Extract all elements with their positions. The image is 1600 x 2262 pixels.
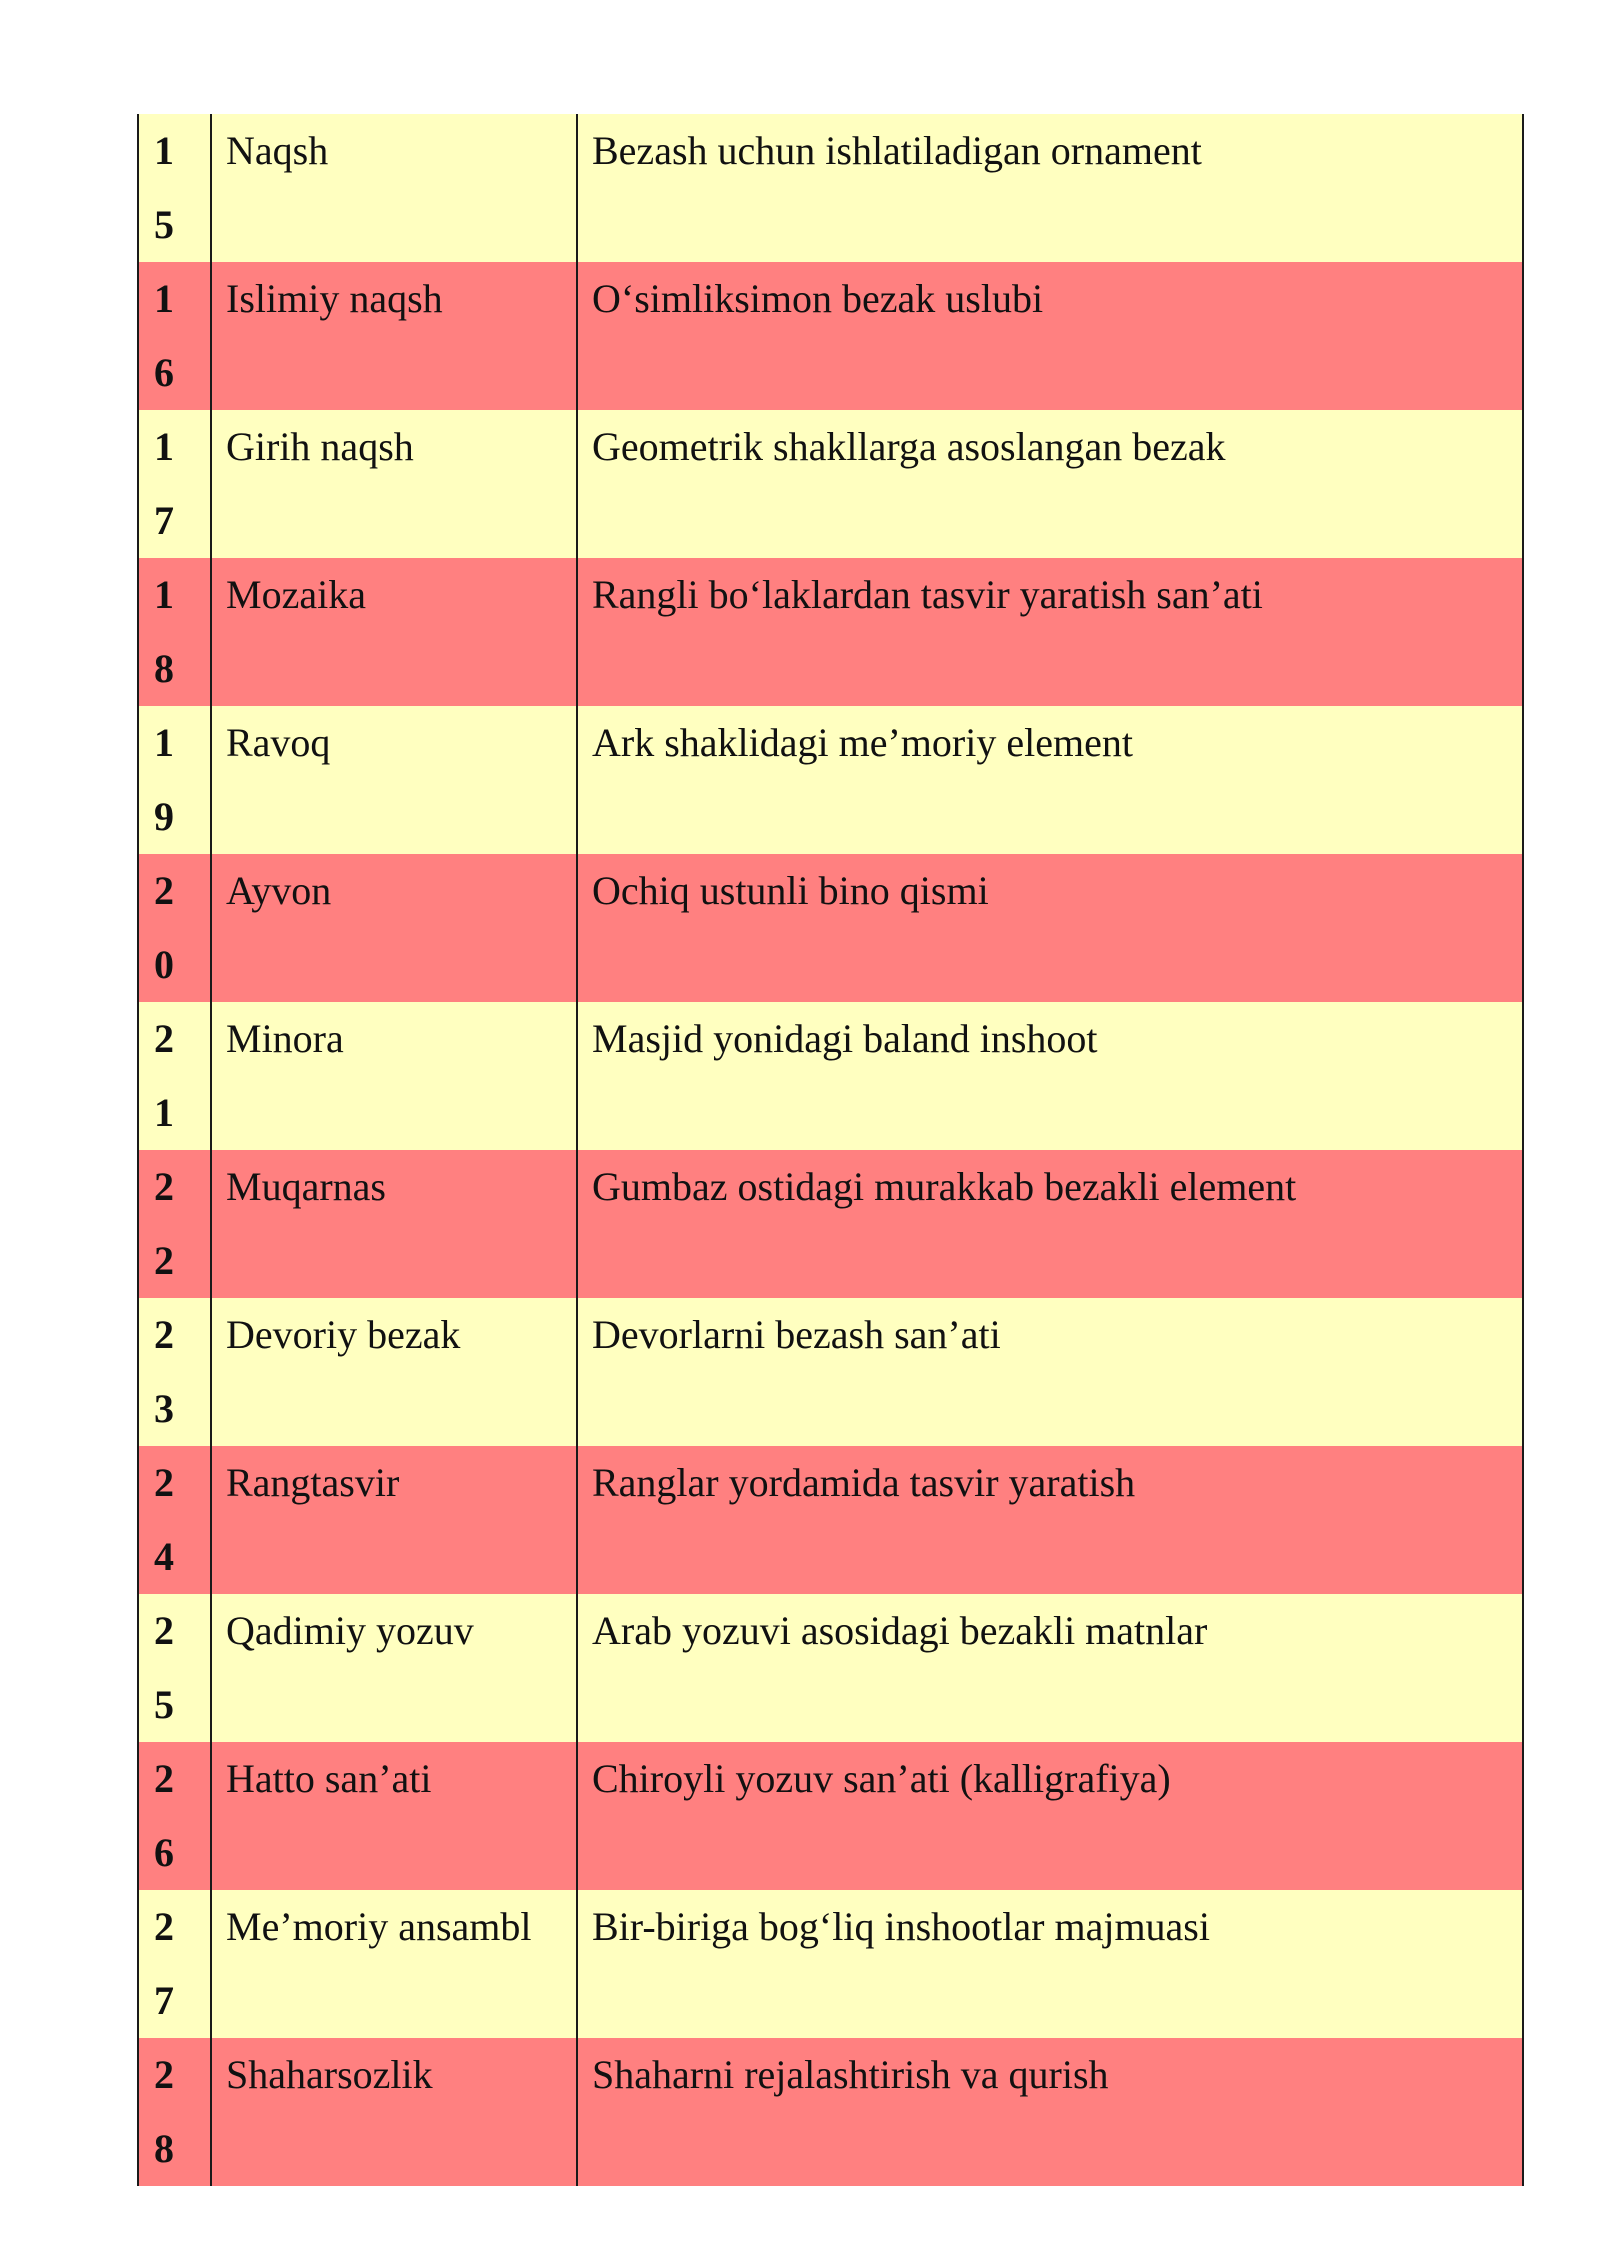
row-number-digit: 5 [154,202,174,247]
row-number-digit: 0 [154,942,174,987]
definition-cell: Gumbaz ostidagi murakkab bezakli element [577,1150,1523,1298]
table-row [138,558,1523,706]
row-number-digit: 1 [154,720,174,765]
row-number-digit: 1 [154,128,174,173]
table-row [138,1298,1523,1446]
term-cell: Devoriy bezak [211,1298,577,1446]
term-cell: Ravoq [211,706,577,854]
table-row [138,262,1523,410]
terms-table [137,114,1524,2186]
definition-cell: Shaharni rejalashtirish va qurish [577,2038,1523,2186]
table-row [138,2038,1523,2186]
table-row [138,410,1523,558]
row-number-digit: 5 [154,1682,174,1727]
table-row [138,114,1523,262]
definition-cell: Ark shaklidagi me’moriy element [577,706,1523,854]
row-number-digit: 2 [154,1312,174,1357]
row-number-digit: 4 [154,1534,174,1579]
definition-cell: Bezash uchun ishlatiladigan ornament [577,114,1523,262]
table-row [138,1742,1523,1890]
row-number [138,1594,211,1742]
row-number [138,558,211,706]
row-number [138,706,211,854]
row-number-digit: 9 [154,794,174,839]
term-cell: Qadimiy yozuv [211,1594,577,1742]
row-number-digit: 1 [154,424,174,469]
row-number-digit: 2 [154,1756,174,1801]
table-row [138,1002,1523,1150]
row-number [138,1742,211,1890]
row-number-digit: 2 [154,1016,174,1061]
row-number-digit: 1 [154,1090,174,1135]
term-cell: Hatto san’ati [211,1742,577,1890]
definition-cell: Rangli bo‘laklardan tasvir yaratish san’ati [577,558,1523,706]
term-cell: Rangtasvir [211,1446,577,1594]
table-row [138,1594,1523,1742]
term-cell: Me’moriy ansambl [211,1890,577,2038]
term-cell: Islimiy naqsh [211,262,577,410]
row-number-digit: 2 [154,1238,174,1283]
row-number-digit: 7 [154,1978,174,2023]
row-number-digit: 6 [154,350,174,395]
row-number-digit: 2 [154,2052,174,2097]
row-number [138,1890,211,2038]
row-number [138,410,211,558]
definition-cell: O‘simliksimon bezak uslubi [577,262,1523,410]
row-number [138,262,211,410]
row-number-digit: 8 [154,2126,174,2171]
definition-cell: Ranglar yordamida tasvir yaratish [577,1446,1523,1594]
table-row [138,1150,1523,1298]
row-number-digit: 2 [154,1904,174,1949]
row-number-digit: 2 [154,1608,174,1653]
table-row [138,1446,1523,1594]
terms-table-body [138,114,1523,2186]
definition-cell: Arab yozuvi asosidagi bezakli matnlar [577,1594,1523,1742]
row-number [138,1446,211,1594]
definition-cell: Bir-biriga bog‘liq inshootlar majmuasi [577,1890,1523,2038]
row-number-digit: 6 [154,1830,174,1875]
definition-cell: Masjid yonidagi baland inshoot [577,1002,1523,1150]
row-number [138,1298,211,1446]
row-number-digit: 7 [154,498,174,543]
row-number [138,1150,211,1298]
definition-cell: Chiroyli yozuv san’ati (kalligrafiya) [577,1742,1523,1890]
row-number-digit: 1 [154,572,174,617]
term-cell: Shaharsozlik [211,2038,577,2186]
row-number [138,854,211,1002]
row-number [138,1002,211,1150]
row-number-digit: 8 [154,646,174,691]
row-number-digit: 3 [154,1386,174,1431]
definition-cell: Devorlarni bezash san’ati [577,1298,1523,1446]
row-number-digit: 1 [154,276,174,321]
row-number-digit: 2 [154,1164,174,1209]
row-number [138,114,211,262]
table-row [138,1890,1523,2038]
table-row [138,706,1523,854]
definition-cell: Ochiq ustunli bino qismi [577,854,1523,1002]
row-number-digit: 2 [154,868,174,913]
term-cell: Mozaika [211,558,577,706]
term-cell: Girih naqsh [211,410,577,558]
term-cell: Naqsh [211,114,577,262]
term-cell: Minora [211,1002,577,1150]
term-cell: Ayvon [211,854,577,1002]
definition-cell: Geometrik shakllarga asoslangan bezak [577,410,1523,558]
term-cell: Muqarnas [211,1150,577,1298]
row-number [138,2038,211,2186]
row-number-digit: 2 [154,1460,174,1505]
table-row [138,854,1523,1002]
